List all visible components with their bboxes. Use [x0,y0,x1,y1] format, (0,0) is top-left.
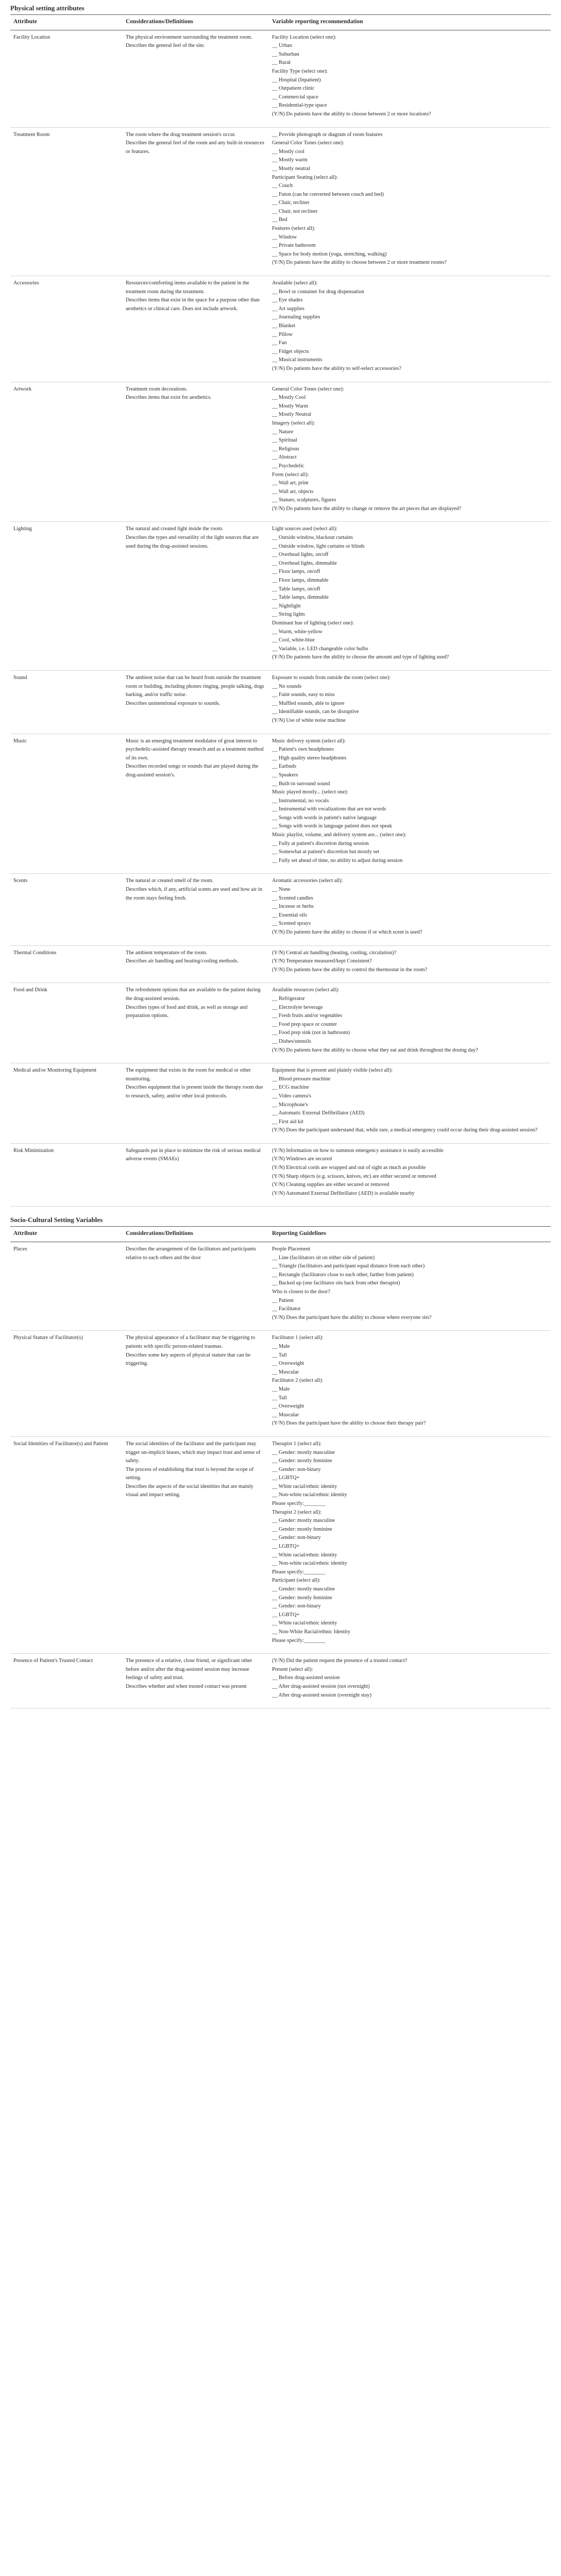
recommendation-line: __ Fan [272,340,287,346]
recommendation-line: __ Before drug-assisted session [272,1675,340,1681]
recommendation-line: (Y/N) Information on how to summon emergency assistance is easily accessible [272,1147,444,1154]
definition-line: Describes recorded songs or sounds that are played during the drug-assisted session's. [126,764,259,778]
recommendation-line: __ Religious [272,446,299,452]
recommendation-line: __ No sounds [272,683,302,689]
table-row [10,1654,551,1708]
recommendation-line: (Y/N) Do patients have the ability to change or remove the art pieces that are displayed? [272,505,462,512]
recommendation-line: __ Overhead lights, on/off [272,552,329,558]
recommendation-line: __ Fidget objects [272,348,309,354]
recommendation-line: Light sources used (select all): [272,526,337,532]
recommendation-line: __ Muffled sounds, able to ignore [272,700,345,706]
definition-cell [123,1063,269,1144]
recommendation-line: Therapist 1 (select all): [272,1440,322,1447]
column-header-guidelines: Reporting Guidelines [269,1227,551,1242]
recommendation-line: __ Cool, white-blue [272,637,315,643]
recommendation-line: __ ECG machine [272,1084,309,1091]
recommendation-line: __ Food prep space or counter [272,1021,337,1027]
recommendation-line: General Color Tones (select one): [272,140,344,146]
physical-table-body [10,30,551,1207]
recommendation-line: __ Fully at patient's discretion during session [272,840,369,846]
definition-line: Describes items that exist in the space for a purpose other than aesthetics or clinical care. Does not include artwork. [126,297,260,312]
recommendation-line: __ Electrolyte beverage [272,1004,323,1010]
definition-line: Describes the general feel of the room and any built-in resources or features. [126,140,264,155]
definition-cell [123,1331,269,1437]
recommendation-line: __ Mostly warm [272,157,308,163]
recommendation-line: Participant (select all): [272,1578,321,1584]
recommendation-line: __ Outpatient clinic [272,86,315,92]
recommendation-line: __ Futon (can be converted between couch and bed) [272,191,384,197]
definition-line: The physical appearance of a facilitator may be triggering to patients with specific person-related traumas. [126,1335,256,1349]
recommendation-line: __ String lights [272,612,305,618]
definition-line: The presence of a relative, close friend, or significant other before and/or after the drug-assisted session may increase feelings of safety and trust. [126,1658,252,1681]
recommendation-cell [269,522,551,671]
recommendation-line: __ Gender: mostly masculine [272,1449,335,1455]
recommendation-line: Music delivery system (select all): [272,738,346,744]
table-row [10,522,551,671]
recommendation-line: __ Somewhat at patient's discretion but mostly set [272,849,380,855]
recommendation-line: __ Residential-type space [272,103,327,109]
definition-line: Music is an emerging treatment modulator of great interest to psychedelic-assisted therapy research and as a treatment method of its own. [126,738,264,761]
recommendation-line: __ Floor lamps, on/off [272,569,320,575]
table-row [10,874,551,945]
table-row [10,1242,551,1331]
recommendation-line: __ Statues, sculptures, figures [272,497,336,503]
recommendation-line: Music playlist, volume, and delivery system are... (select one): [272,832,406,838]
recommendation-line: Please specify:________ [272,1637,326,1643]
recommendation-line: (Y/N) Do patients have the ability to choose what they eat and drink throughout the dosing day? [272,1047,478,1053]
attribute-cell: Sound [10,670,123,734]
recommendation-cell [269,1654,551,1708]
recommendation-line: Facilitator 2 (select all): [272,1378,324,1384]
recommendation-line: Present (select all): [272,1666,313,1672]
recommendation-line: __ Blood pressure machine [272,1076,331,1082]
recommendation-line: __ Triangle (facilitators and participant equal distance from each other) [272,1263,425,1269]
recommendation-line: __ Male [272,1343,290,1349]
recommendation-cell [269,30,551,127]
definition-line: The ambient temperature of the room. [126,950,208,956]
recommendation-line: __ Food prep sink (not in bathroom) [272,1030,350,1036]
recommendation-line: __ Journaling supplies [272,314,320,320]
recommendation-line: Exposure to sounds from outside the room (select one): [272,674,391,681]
recommendation-line: __ Abstract [272,454,297,461]
table-row [10,1436,551,1653]
attribute-cell: Places [10,1242,123,1331]
definition-cell [123,945,269,983]
recommendation-line: Imagery (select all): [272,420,315,426]
recommendation-line: (Y/N) Sharp objects (e.g. scissors, knives, etc) are either secured or removed [272,1173,436,1179]
recommendation-line: Available resources (select all): [272,987,339,993]
recommendation-line: __ Eye shades [272,297,303,303]
recommendation-line: __ Couch [272,183,293,189]
column-header-definitions: Considerations/Definitions [123,15,269,30]
attribute-cell: Music [10,734,123,874]
recommendation-line: Equipment that is present and plainly visible (select all): [272,1067,393,1074]
recommendation-line: People Placement [272,1246,311,1252]
recommendation-line: __ Rectangle (facilitators close to each other, farther from patient) [272,1272,414,1278]
recommendation-line: __ After drug-assisted session (not overnight) [272,1683,370,1689]
attribute-cell: Physical Stature of Facilitator(s) [10,1331,123,1437]
definition-line: The process of establishing that trust is beyond the scope of setting. [126,1466,254,1481]
recommendation-line: __ Table lamps, on/off [272,586,320,592]
recommendation-line: __ Warm, white-yellow [272,629,322,635]
recommendation-line: __ Non-white racial/ethnic identity [272,1561,347,1567]
attribute-cell: Lighting [10,522,123,671]
recommendation-line: __ After drug-assisted session (overnight stay) [272,1692,372,1698]
attribute-cell: Risk Minimization [10,1143,123,1207]
recommendation-cell [269,276,551,382]
table-row [10,670,551,734]
recommendation-line: __ Commercial space [272,94,319,100]
table-row [10,276,551,382]
definition-cell [123,1654,269,1708]
recommendation-line: __ Floor lamps, dimmable [272,578,329,584]
table-row [10,734,551,874]
definition-line: Describes some key aspects of physical stature that can be triggering. [126,1352,251,1367]
recommendation-line: __ Overhead lights, dimmable [272,560,337,566]
recommendation-line: Features (select all): [272,226,316,232]
recommendation-line: __ Patient's own headphones [272,747,334,753]
recommendation-line: Facility Location (select one): [272,34,336,40]
recommendation-line: __ Bowl or container for drug dispensation [272,289,364,295]
recommendation-line: __ Identifiable sounds, can be disruptive [272,709,359,715]
definition-line: The refreshment options that are available to the patient during the drug-assisted session. [126,987,261,1002]
recommendation-line: __ Gender: non-binary [272,1466,321,1472]
table-header-row [10,1227,551,1242]
recommendation-line: (Y/N) Does the participant have the ability to choose where everyone sits? [272,1314,432,1320]
recommendation-line: __ Gender: mostly masculine [272,1518,335,1524]
definition-line: Describes whether and when trusted contact was present [126,1683,247,1689]
recommendation-line: (Y/N) Use of white noise machine [272,717,346,723]
recommendation-line: __ Mostly Warm [272,403,308,409]
column-header-definitions: Considerations/Definitions [123,1227,269,1242]
recommendation-line: __ Non-White Racial/ethnic Identity [272,1629,351,1635]
definition-line: The natural or created smell of the room. [126,878,214,884]
definition-cell [123,1242,269,1331]
definition-line: Describes equipment that is present inside the therapy room due to research, safety, and/or other local protocols. [126,1084,263,1099]
recommendation-line: Dominant hue of lighting (select one): [272,620,354,626]
definition-cell [123,522,269,671]
recommendation-line: __ Mostly Cool [272,395,306,401]
definition-cell [123,1436,269,1653]
recommendation-line: __ Gender: mostly feminine [272,1526,332,1532]
recommendation-line: __ Musical instruments [272,357,322,363]
definition-line: Describes air handling and heating/cooling methods. [126,958,239,964]
recommendation-line: (Y/N) Central air handling (heating, cooling, circulation)? [272,950,397,956]
recommendation-line: __ Tall [272,1352,287,1358]
recommendation-cell [269,1063,551,1144]
recommendation-line: Facility Type (select one): [272,68,328,74]
recommendation-line: __ LGBTQ+ [272,1612,300,1618]
definition-cell [123,1143,269,1207]
recommendation-line: __ Gender: mostly masculine [272,1586,335,1592]
attribute-cell: Scents [10,874,123,945]
recommendation-line: __ Automatic External Defibrillator (AED) [272,1110,365,1116]
recommendation-line: __ Refrigerator [272,995,305,1002]
recommendation-line: (Y/N) Do patients have the ability to control the thermostat in the room? [272,967,428,973]
recommendation-cell [269,127,551,276]
recommendation-line: __ Chair, recliner [272,200,310,206]
recommendation-line: __ Backed up (one facilitator sits back from other therapist) [272,1280,400,1286]
recommendation-line: (Y/N) Did the patient request the presence of a trusted contact? [272,1658,407,1664]
recommendation-line: __ Instrumental with vocalizations that are not words [272,806,386,812]
recommendation-line: __ Art supplies [272,306,304,312]
recommendation-line: __ Spiritual [272,437,297,444]
recommendation-line: __ Dishes/utensils [272,1038,311,1044]
table-header-row [10,15,551,30]
recommendation-line: __ White racial/ethnic identity [272,1483,337,1489]
recommendation-line: __ Songs with words in patient's native language [272,815,377,821]
recommendation-line: __ Bed [272,217,287,223]
recommendation-line: (Y/N) Does the participant understand that, while rare, a medical emergency could occur during their drug-assisted session? [272,1127,538,1133]
recommendation-cell [269,983,551,1063]
recommendation-line: Please specify:________ [272,1501,326,1507]
definition-line: Describes unintentional exposure to sounds. [126,700,220,706]
recommendation-line: __ Fresh fruits and/or vegetables [272,1013,343,1019]
recommendation-line: __ First aid kit [272,1118,303,1125]
recommendation-line: __ LGBTQ+ [272,1544,300,1550]
table-row [10,945,551,983]
recommendation-line: __ Chair, not recliner [272,208,318,214]
recommendation-line: __ Suburban [272,51,299,57]
physical-section-title: Physical setting attributes [10,4,84,12]
recommendation-line: __ Outside window, blackout curtains [272,535,353,541]
recommendation-line: __ Private bathroom [272,243,316,249]
recommendation-line: __ Earbuds [272,764,297,770]
recommendation-line: __ Wall art, objects [272,488,314,495]
recommendation-line: __ Pillow [272,331,293,337]
definition-line: The room where the drug treatment session's occur. [126,131,236,138]
recommendation-line: __ Essential oils [272,912,308,918]
definition-line: Treatment room decorations. [126,386,188,392]
recommendation-line: __ Nightlight [272,603,301,609]
attribute-cell: Treatment Room [10,127,123,276]
definition-cell [123,670,269,734]
recommendation-line: __ Gender: mostly feminine [272,1595,332,1601]
recommendation-line: (Y/N) Temperature measured/kept Consistent? [272,958,372,964]
recommendation-cell [269,1331,551,1437]
definition-line: The social identities of the facilitator and the participant may trigger un-implicit biases, which may impact trust and sense of safety. [126,1440,261,1464]
column-header-attribute: Attribute [10,15,123,30]
recommendation-line: __ Non-white racial/ethnic identity [272,1492,347,1498]
attribute-cell: Accessories [10,276,123,382]
definition-line: The ambient noise that can be heard from outside the treatment room or building, including phones ringing, people talking, dogs barking, and/or traffic noise. [126,674,264,698]
definition-cell [123,382,269,522]
definition-cell [123,276,269,382]
table-row [10,983,551,1063]
recommendation-line: (Y/N) Do patients have the ability to choose between 2 or more locations? [272,111,431,117]
recommendation-line: (Y/N) Automated External Defibrillator (AED) is available nearby [272,1190,415,1196]
recommendation-line: Who is closest to the door? [272,1289,330,1295]
recommendation-line: Facilitator 1 (select all): [272,1335,324,1341]
table-row [10,1331,551,1437]
recommendation-line: __ Microphone's [272,1101,308,1108]
socio-table-body [10,1242,551,1708]
recommendation-line: __ Urban [272,43,292,49]
definition-line: Describes the aspects of the social identities that are mainly visual and impact setting. [126,1483,253,1498]
recommendation-line: (Y/N) Windows are secured [272,1156,332,1162]
recommendation-line: __ Scented sprays [272,921,311,927]
recommendation-cell [269,874,551,945]
definition-line: Safeguards put in place to minimize the risk of serious medical adverse events (SMAEs) [126,1147,261,1162]
column-header-attribute: Attribute [10,1227,123,1242]
recommendation-line: (Y/N) Do patients have the ability to choose between 2 or more treatment rooms? [272,260,447,266]
table-row [10,30,551,127]
recommendation-line: __ Wall art, print [272,480,309,486]
recommendation-line: __ Patient [272,1297,294,1303]
recommendation-cell [269,945,551,983]
recommendation-line: __ Video camera's [272,1093,312,1099]
recommendation-cell [269,734,551,874]
recommendation-line: __ Incense or herbs [272,904,314,910]
definition-line: Describes the types and versatility of the light sources that are used during the drug-assisted sessions. [126,535,259,549]
recommendation-line: __ Outside window, light curtains or blinds [272,543,365,549]
recommendation-line: __ Variable, i.e. LED changeable color bulbs [272,646,368,652]
recommendation-line: __ Tall [272,1395,287,1401]
table-row [10,382,551,522]
recommendation-line: __ Provide photograph or diagram of room features [272,131,383,138]
definition-cell [123,30,269,127]
recommendation-line: __ Mostly neutral [272,165,310,172]
definition-line: The physical environment surrounding the treatment room. [126,34,252,40]
recommendation-line: __ Mostly cool [272,148,304,155]
attribute-cell: Thermal Conditions [10,945,123,983]
recommendation-line: (Y/N) Does the participant have the ability to choose their therapy pair? [272,1420,426,1427]
attribute-cell: Facility Location [10,30,123,127]
physical-setting-table [10,14,551,1207]
recommendation-cell [269,1143,551,1207]
recommendation-line: __ Gender: non-binary [272,1603,321,1609]
recommendation-line: __ Line (facilitators sit on either side of patient) [272,1255,375,1261]
definition-line: Describes which, if any, artificial scents are used and how air in the room stays feeling fresh. [126,887,263,901]
recommendation-line: __ Hospital (Inpatient) [272,77,321,83]
socio-section-title: Socio-Cultural Setting Variables [10,1216,103,1224]
recommendation-line: __ Blanket [272,323,296,329]
table-row [10,1143,551,1207]
recommendation-line: (Y/N) Electrical cords are wrapped and out of sight as much as possible [272,1165,426,1171]
recommendation-line: __ Space for body motion (yoga, stretching, walking) [272,251,387,257]
definition-line: Describes items that exist for aesthetics. [126,395,212,401]
recommendation-line: __ Speakers [272,772,298,778]
definition-cell [123,734,269,874]
definition-line: The natural and created light inside the room. [126,526,224,532]
recommendation-line: __ Window [272,234,297,240]
recommendation-line: __ Instrumental, no vocals [272,798,329,804]
recommendation-line: __ Rural [272,60,291,66]
recommendation-line: __ Facilitator [272,1306,301,1312]
recommendation-line: (Y/N) Do patients have the ability to self-select accessories? [272,365,402,371]
definition-cell [123,127,269,276]
table-row [10,127,551,276]
recommendation-line: __ Table lamps, dimmable [272,595,329,601]
recommendation-line: __ Psychedelic [272,463,304,469]
recommendation-cell [269,1436,551,1653]
recommendation-line: __ Muscular [272,1412,299,1418]
recommendation-line: Please specify:________ [272,1569,326,1575]
recommendation-line: __ Overweight [272,1403,304,1410]
recommendation-line: __ Songs with words in language patient does not speak [272,823,392,829]
recommendation-line: General Color Tones (select one): [272,386,344,392]
definition-line: Resources/comforting items available to the patient in the treatment room during the treatment. [126,280,249,295]
recommendation-line: __ Scented candles [272,895,313,901]
recommendation-line: Aromatic accessories (select all): [272,878,343,884]
attribute-cell: Food and Drink [10,983,123,1063]
recommendation-line: __ Overweight [272,1361,304,1367]
table-row [10,1063,551,1144]
recommendation-line: __ Faint sounds, easy to miss [272,692,335,698]
recommendation-cell [269,382,551,522]
recommendation-line: Therapist 2 (select all): [272,1509,322,1515]
recommendation-cell [269,670,551,734]
recommendation-line: Available (select all): [272,280,318,286]
recommendation-line: __ None [272,887,291,893]
recommendation-line: __ Nature [272,429,294,435]
socio-cultural-table [10,1226,551,1708]
recommendation-line: Form (select all): [272,471,309,478]
attribute-cell: Social Identities of Facilitator(s) and Patient [10,1436,123,1653]
recommendation-line: __ Gender: mostly feminine [272,1458,332,1464]
recommendation-line: __ White racial/ethnic identity [272,1552,337,1558]
definition-line: The equipment that exists in the room for medical or other monitoring. [126,1067,251,1082]
recommendation-line: __ Built-in surround sound [272,781,330,787]
recommendation-line: __ Muscular [272,1369,299,1375]
recommendation-line: __ LGBTQ+ [272,1475,300,1481]
recommendation-line: (Y/N) Do patients have the ability to choose if or which scent is used? [272,929,422,935]
definition-line: Describes the arrangement of the facilitators and participants relative to each others and the door [126,1246,257,1261]
attribute-cell: Medical and/or Monitoring Equipment [10,1063,123,1144]
definition-line: Describes the general feel of the site. [126,43,205,49]
recommendation-line: Participant Seating (select all): [272,174,338,180]
attribute-cell: Artwork [10,382,123,522]
attribute-cell: Presence of Patient's Trusted Contact [10,1654,123,1708]
definition-cell [123,874,269,945]
definition-cell [123,983,269,1063]
recommendation-line: __ Fully set ahead of time, no ability to adjust during session [272,857,403,863]
definition-line: Describes types of food and drink, as well as storage and preparation options. [126,1004,248,1019]
recommendation-line: (Y/N) Cleaning supplies are either secured or removed [272,1182,389,1188]
recommendation-line: __ White racial/ethnic identity [272,1620,337,1626]
recommendation-line: __ Male [272,1386,290,1392]
recommendation-line: Music played mostly... (select one): [272,789,348,795]
recommendation-line: (Y/N) Do patients have the ability to choose the amount and type of lighting used? [272,654,449,660]
recommendation-cell [269,1242,551,1331]
recommendation-line: __ High quality stereo headphones [272,755,347,761]
recommendation-line: __ Gender: non-binary [272,1535,321,1541]
recommendation-line: __ Mostly Neutral [272,412,312,418]
column-header-recommendation: Variable reporting recommendation [269,15,551,30]
